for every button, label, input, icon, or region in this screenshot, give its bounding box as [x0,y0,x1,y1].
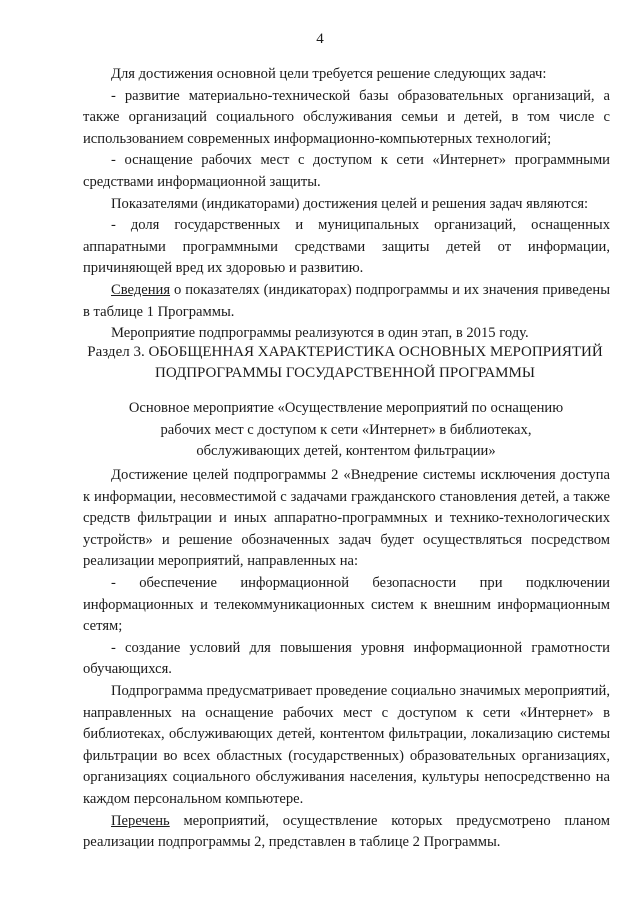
intro-paragraph [83,280,610,323]
subsection-title-line: Основное мероприятие «Осуществление мероприятий по оснащению [128,400,564,416]
body-paragraph: - создание условий для повышения уровня информационной грамотности обучающихся. [83,639,610,678]
intro-paragraph: - доля государственных и муниципальных организаций, оснащенных аппаратными программными средствами защиты детей от информации, причиняющей вред их здоровью и развитию. [83,217,610,277]
intro-text: о показателях (индикаторах) подпрограммы и их значения приведены в таблице 1 Программы. [83,281,610,320]
intro-paragraph: Показателями (индикаторами) достижения целей и решения задач являются: [111,195,589,212]
perechen-link[interactable]: Перечень [111,812,170,829]
svedeniya-link[interactable]: Сведения [111,281,171,298]
section-title [70,342,620,384]
body-paragraph [83,811,610,854]
subsection-title [90,398,602,463]
body-block [83,465,610,854]
intro-paragraph: Мероприятие подпрограммы реализуются в один этап, в 2015 году. [111,325,529,342]
section-title-line: Раздел 3. ОБОБЩЕННАЯ ХАРАКТЕРИСТИКА ОСНОВНЫХ МЕРОПРИЯТИЙ [87,344,603,360]
subsection-title-line: рабочих мест с доступом к сети «Интернет» в библиотеках, [160,421,532,438]
intro-paragraph: Для достижения основной цели требуется решение следующих задач: [111,66,547,82]
page-number: 4 [316,31,324,47]
section-title-line: ПОДПРОГРАММЫ ГОСУДАРСТВЕННОЙ ПРОГРАММЫ [155,365,535,381]
body-paragraph: Достижение целей подпрограммы 2 «Внедрение системы исключения доступа к информации, несовместимой с задачами гражданского становления детей, а также средств фильтрации и иных аппаратно-программных и технико-технологических устройств» и решение обозначенных задач будет осуществляться посредством реализации мероприятий, направленных на: [83,467,610,570]
intro-block [83,64,610,345]
body-paragraph: Подпрограмма предусматривает проведение социально значимых мероприятий, направленных на оснащение рабочих мест с доступом к сети «Интернет» в библиотеках, обслуживающих детей, контентом фильтрации, локализацию системы фильтрации во всех областных (государственных) образовательных организациях, организациях социального обслуживания населения, культуры непосредственно на каждом персональном компьютере. [83,682,610,807]
intro-paragraph: - развитие материально-технической базы образовательных организаций, а также организаций социального обслуживания семьи и детей, в том числе с использованием современных информационно-компьютерных технологий; [83,87,610,147]
intro-paragraph: - оснащение рабочих мест с доступом к сети «Интернет» программными средствами информационной защиты. [83,152,610,190]
body-paragraph: - обеспечение информационной безопасности при подключении информационных и телекоммуникационных систем к внешним информационным сетям; [83,574,610,635]
body-text: мероприятий, осуществление которых предусмотрено планом реализации подпрограммы 2, представлен в таблице 2 Программы. [83,812,610,851]
subsection-title-line: обслуживающих детей, контентом фильтрации» [196,443,496,460]
